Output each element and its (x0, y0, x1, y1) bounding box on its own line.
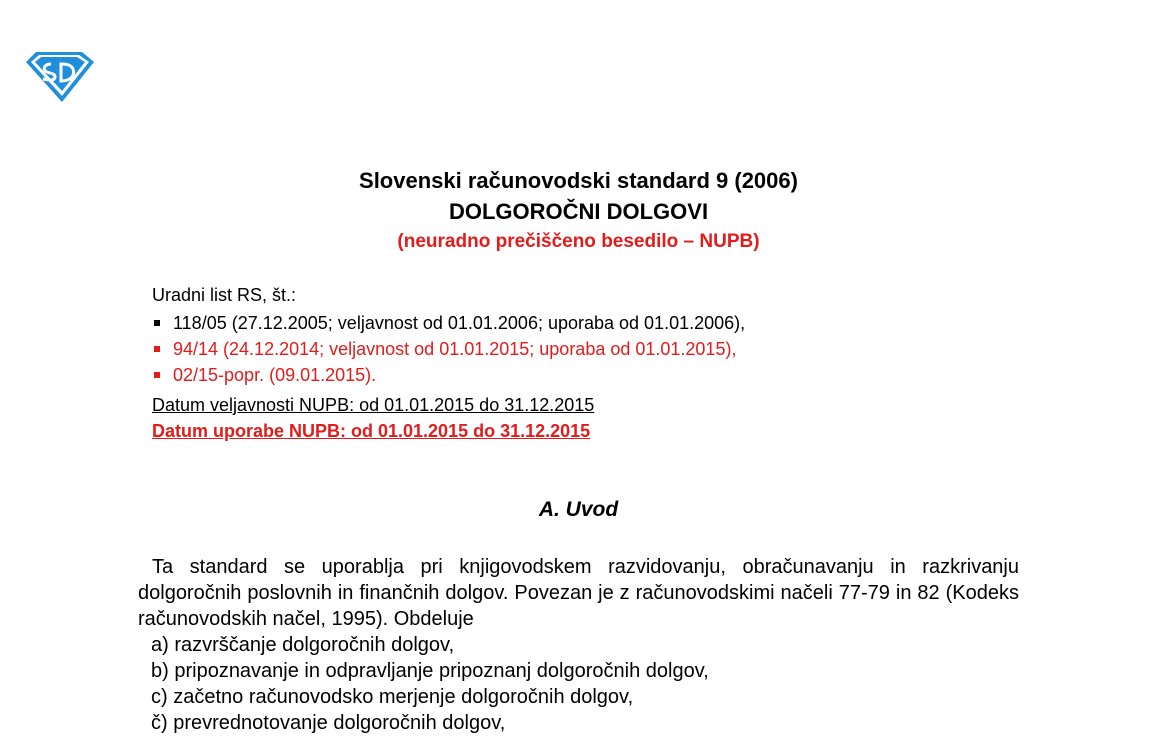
section-heading: A. Uvod (538, 498, 619, 521)
list-item: a) razvrščanje dolgoročnih dolgov, (151, 634, 455, 656)
logo (22, 50, 96, 104)
document-title: Slovenski računovodski standard 9 (2006) (359, 168, 798, 193)
gazette-entry-text: 02/15-popr. (09.01.2015). (173, 365, 377, 385)
list-item: č) prevrednotovanje dolgoročnih dolgov, (151, 712, 506, 734)
official-gazette-label: Uradni list RS, št.: (152, 285, 297, 305)
gazette-entry (152, 336, 745, 362)
square-bullet-icon (154, 346, 160, 352)
validity-date: Datum veljavnosti NUPB: od 01.01.2015 do 31.12.2015 (152, 395, 595, 415)
gazette-entry-text: 118/05 (27.12.2005; veljavnost od 01.01.2006; uporaba od 01.01.2006), (173, 313, 746, 333)
usage-date: Datum uporabe NUPB: od 01.01.2015 do 31.12.2015 (152, 421, 591, 441)
list-item: b) pripoznavanje in odpravljanje pripoznanj dolgoročnih dolgov, (151, 660, 709, 682)
list-item: c) začetno računovodsko merjenje dolgoročnih dolgov, (151, 686, 634, 708)
square-bullet-icon (154, 372, 160, 378)
scope-list (151, 632, 709, 736)
square-bullet-icon (154, 320, 160, 326)
official-gazette-list (152, 310, 745, 388)
gazette-entry (152, 362, 745, 388)
shield-logo-icon (22, 50, 96, 104)
intro-paragraph: Ta standard se uporablja pri knjigovodskem razvidovanju, obračunavanju in razkrivanju dolgoročnih poslovnih in finančnih dolgov. Povezan je z računovodskimi načeli 77-79 in 82 (Kodeks računovodskih načel, 1995). Obdeluje (138, 556, 1019, 630)
nupb-note: (neuradno prečiščeno besedilo – NUPB) (397, 231, 760, 252)
gazette-entry-text: 94/14 (24.12.2014; veljavnost od 01.01.2015; uporaba od 01.01.2015), (173, 339, 737, 359)
document-subtitle: DOLGOROČNI DOLGOVI (448, 199, 709, 224)
gazette-entry (152, 310, 745, 336)
